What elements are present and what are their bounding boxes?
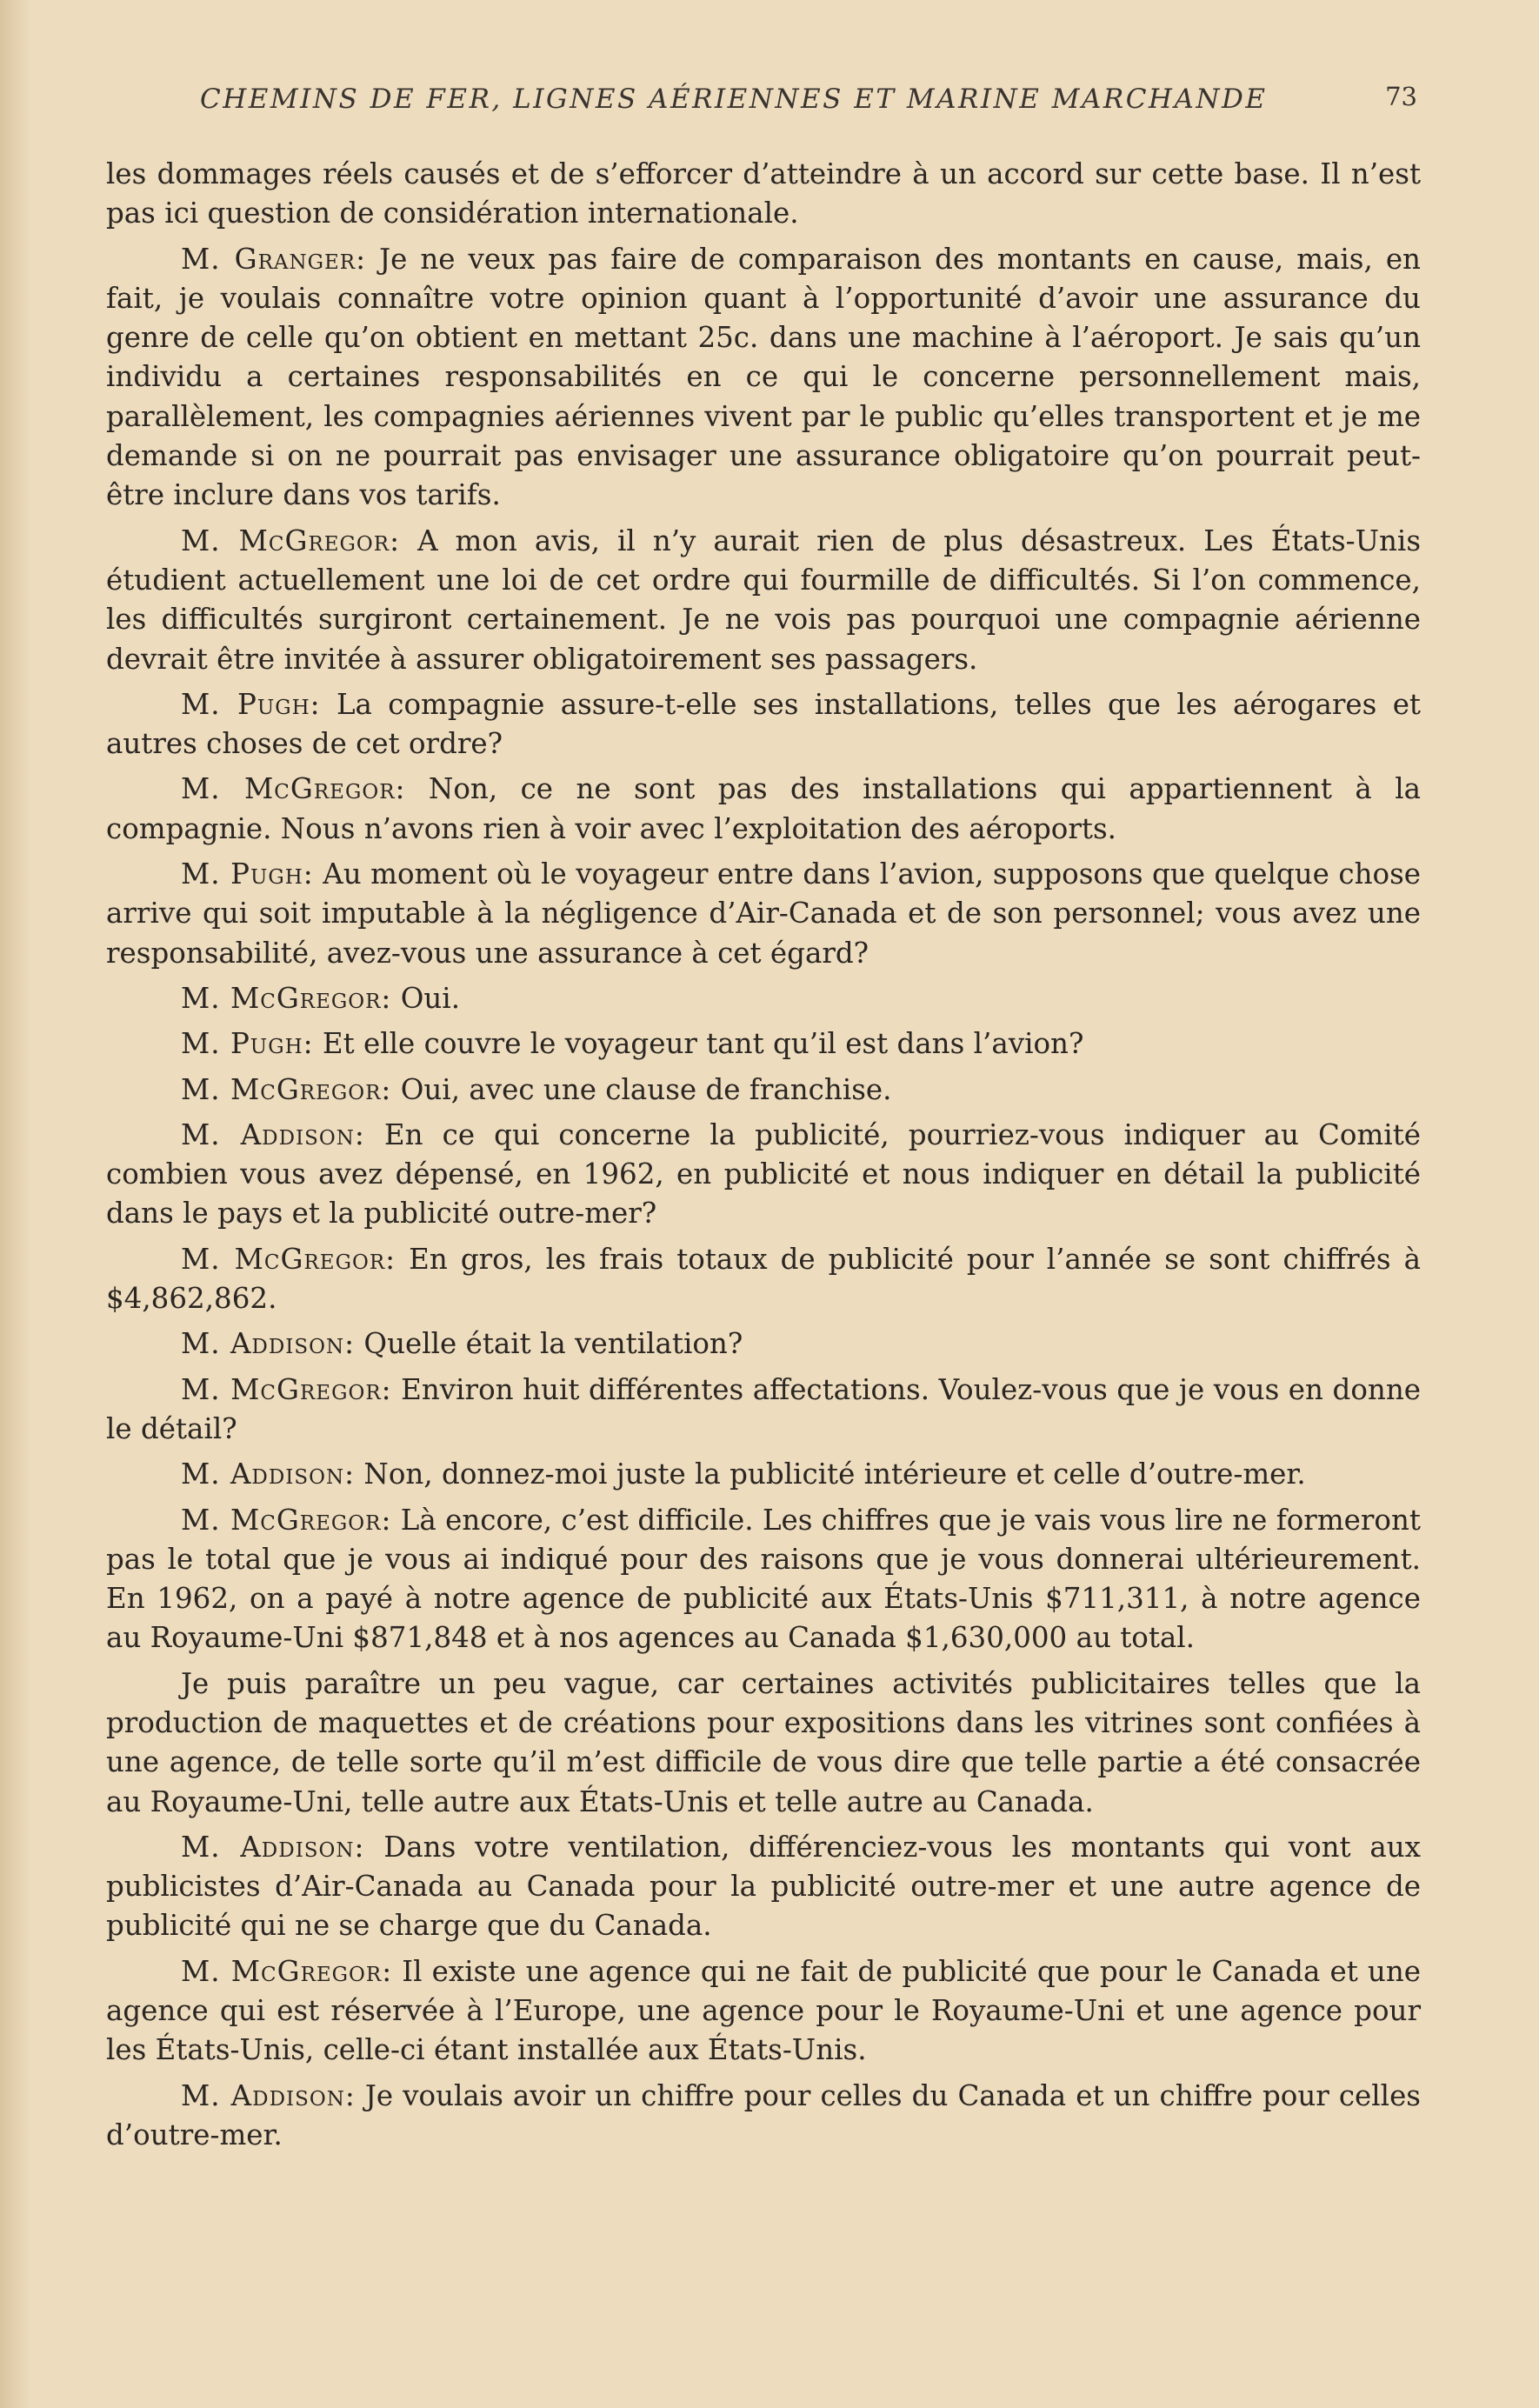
paragraph-text: Je puis paraître un peu vague, car certaines activités publicitaires telles que la production de maquettes et de créations pour expositions dans les vitrines sont confiées à une agence, de telle sorte qu’il m’est difficile de vous dire que telle partie a été consacrée au Royaume-Uni, telle autre aux États-Unis et telle autre au Canada. bbox=[106, 1666, 1421, 1818]
speaker-name: M. McGregor: bbox=[181, 772, 406, 806]
paragraph-text: Dans votre ventilation, différenciez-vous les montants qui vont aux publicistes d’Air-Canada au Canada pour la publicité outre-mer et une autre agence de publicité qui ne se charge que du Canada. bbox=[106, 1830, 1421, 1943]
paragraph bbox=[106, 240, 1421, 516]
paragraph bbox=[106, 855, 1421, 973]
speaker-name: M. McGregor: bbox=[181, 1072, 392, 1106]
paragraph bbox=[106, 770, 1421, 849]
speaker-name: M. McGregor: bbox=[181, 1372, 392, 1406]
paragraph-text: Et elle couvre le voyageur tant qu’il est dans l’avion? bbox=[322, 1027, 1084, 1061]
paragraph bbox=[106, 155, 1421, 234]
speaker-name: M. McGregor: bbox=[181, 981, 392, 1015]
paragraph-text: Je voulais avoir un chiffre pour celles du Canada et un chiffre pour celles d’outre-mer. bbox=[106, 2078, 1421, 2151]
paragraph-text: La compagnie assure-t-elle ses installations, telles que les aérogares et autres choses de cet ordre? bbox=[106, 687, 1421, 761]
speaker-name: M. McGregor: bbox=[181, 1503, 392, 1537]
paragraph bbox=[106, 1240, 1421, 1319]
paragraph-text: Environ huit différentes affectations. Voulez-vous que je vous en donne le détail? bbox=[106, 1372, 1421, 1445]
paragraph-text: Oui. bbox=[400, 981, 461, 1015]
paragraph bbox=[106, 1324, 1421, 1364]
page-number: 73 bbox=[1385, 82, 1417, 111]
paragraph bbox=[106, 1455, 1421, 1494]
paragraph-text: Là encore, c’est difficile. Les chiffres que je vais vous lire ne formeront pas le total que je vous ai indiqué pour des raisons que je vous donnerai ultérieurement. En 1962, on a payé à notre agence de publicité aux États-Unis $711,311, à notre agence au Royaume-Uni $871,848 et à nos agences au Canada $1,630,000 au total. bbox=[106, 1503, 1421, 1655]
paragraph-text: Oui, avec une clause de franchise. bbox=[400, 1072, 892, 1106]
paragraph bbox=[106, 1501, 1421, 1658]
paragraph-text: les dommages réels causés et de s’efforcer d’atteindre à un accord sur cette base. Il n’est pas ici question de considération internationale. bbox=[106, 157, 1421, 230]
paragraph bbox=[106, 1371, 1421, 1450]
speaker-name: M. Addison: bbox=[181, 1830, 365, 1864]
speaker-name: M. Granger: bbox=[181, 242, 367, 276]
page-header bbox=[200, 83, 1417, 127]
speaker-name: M. Pugh: bbox=[181, 687, 321, 721]
paragraph bbox=[106, 1024, 1421, 1064]
paragraph bbox=[106, 1116, 1421, 1234]
paragraph-text: En gros, les frais totaux de publicité pour l’année se sont chiffrés à $4,862,862. bbox=[106, 1242, 1421, 1316]
document-body bbox=[106, 155, 1421, 2155]
paragraph-text: Je ne veux pas faire de comparaison des montants en cause, mais, en fait, je voulais connaître votre opinion quant à l’opportunité d’avoir une assurance du genre de celle qu’on obtient en mettant 25c. dans une machine à l’aéroport. Je sais qu’un individu a certaines responsabilités en ce qui le concerne personnellement mais, parallèlement, les compagnies aériennes vivent par le public qu’elles transportent et je me demande si on ne pourrait pas envisager une assurance obligatoire qu’on pourrait peut-être inclure dans vos tarifs. bbox=[106, 242, 1421, 512]
speaker-name: M. McGregor: bbox=[181, 1242, 396, 1276]
paragraph bbox=[106, 522, 1421, 679]
speaker-name: M. McGregor: bbox=[181, 1954, 393, 1988]
running-title: CHEMINS DE FER, LIGNES AÉRIENNES ET MARINE MARCHANDE bbox=[200, 83, 1268, 115]
paragraph-text: Non, ce ne sont pas des installations qui appartiennent à la compagnie. Nous n’avons rien à voir avec l’exploitation des aéroports. bbox=[106, 772, 1421, 845]
speaker-name: M. Addison: bbox=[181, 1117, 365, 1151]
speaker-name: M. Pugh: bbox=[181, 1027, 314, 1061]
speaker-name: M. Addison: bbox=[181, 1457, 356, 1491]
paragraph-text: Quelle était la ventilation? bbox=[363, 1327, 743, 1361]
paragraph bbox=[106, 1071, 1421, 1110]
speaker-name: M. McGregor: bbox=[181, 524, 401, 557]
paragraph bbox=[106, 1952, 1421, 2071]
paragraph bbox=[106, 2077, 1421, 2156]
paragraph-text: Non, donnez-moi juste la publicité intérieure et celle d’outre-mer. bbox=[363, 1457, 1306, 1491]
paragraph-text: Au moment où le voyageur entre dans l’avion, supposons que quelque chose arrive qui soit imputable à la négligence d’Air-Canada et de son personnel; vous avez une responsabilité, avez-vous une assurance à cet égard? bbox=[106, 857, 1421, 970]
paragraph-text: Il existe une agence qui ne fait de publicité que pour le Canada et une agence qui est réservée à l’Europe, une agence pour le Royaume-Uni et une agence pour les États-Unis, celle-ci étant installée aux États-Unis. bbox=[106, 1954, 1421, 2067]
speaker-name: M. Addison: bbox=[181, 1327, 356, 1361]
paragraph-text: En ce qui concerne la publicité, pourriez-vous indiquer au Comité combien vous avez dépensé, en 1962, en publicité et nous indiquer en détail la publicité dans le pays et la publicité outre-mer? bbox=[106, 1117, 1421, 1231]
speaker-name: M. Addison: bbox=[181, 2078, 356, 2112]
paragraph bbox=[106, 1664, 1421, 1822]
paragraph bbox=[106, 1828, 1421, 1946]
paragraph bbox=[106, 685, 1421, 764]
speaker-name: M. Pugh: bbox=[181, 857, 314, 891]
paragraph bbox=[106, 979, 1421, 1018]
paragraph-text: A mon avis, il n’y aurait rien de plus désastreux. Les États-Unis étudient actuellement une loi de cet ordre qui fourmille de difficultés. Si l’on commence, les difficultés surgiront certainement. Je ne vois pas pourquoi une compagnie aérienne devrait être invitée à assurer obligatoirement ses passagers. bbox=[106, 524, 1421, 676]
